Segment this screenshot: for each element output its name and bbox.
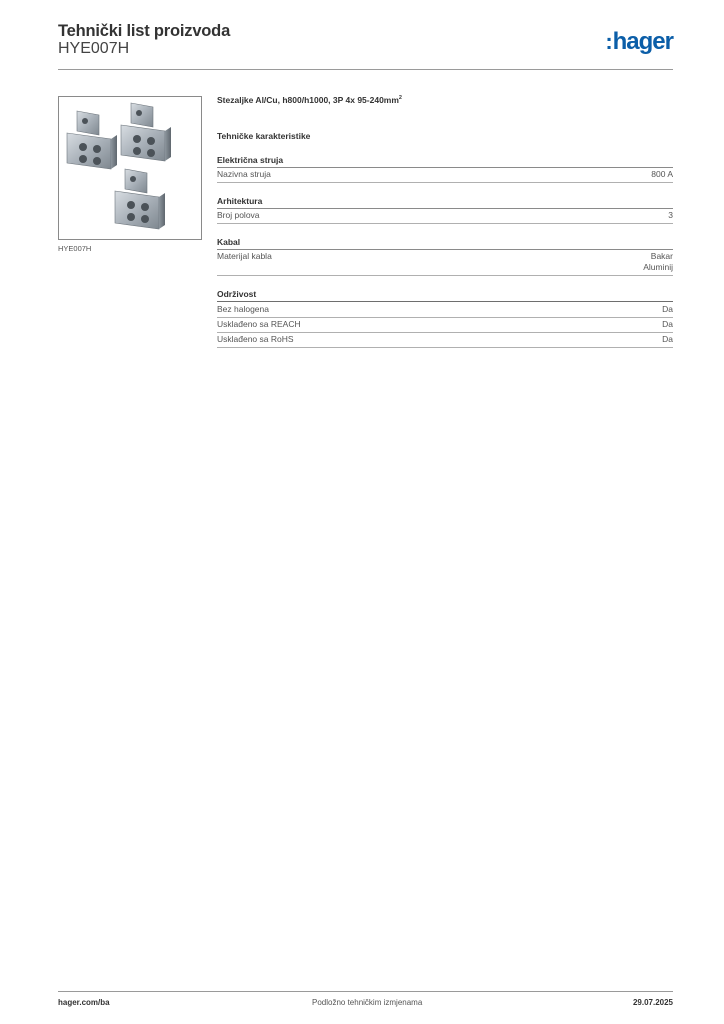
spec-value [668,210,673,221]
spec-value [651,169,673,180]
spec-group-sustainability [217,288,673,348]
product-code: HYE007H [58,40,130,57]
spec-label: Nazivna struja [217,169,271,179]
spec-value [643,251,673,273]
logo-text: hager [612,28,673,55]
group-title: Kabal [217,236,673,250]
spec-label: Bez halogena [217,304,269,314]
spec-value-line: Da [662,304,673,314]
spec-group-architecture [217,195,673,224]
footer-note: Podložno tehničkim izmjenama [312,998,423,1007]
spec-row [217,333,673,348]
spec-row [217,303,673,318]
spec-value [662,319,673,330]
product-description-text: Stezaljke Al/Cu, h800/h1000, 3P 4x 95-240mm [217,95,399,105]
spec-label: Usklađeno sa REACH [217,319,301,329]
spec-row [217,318,673,333]
page-header [58,20,673,70]
footer-date: 29.07.2025 [632,998,673,1007]
spec-group-electrical [217,154,673,183]
terminal-clamps-illustration [59,97,201,239]
spec-label: Usklađeno sa RoHS [217,334,294,344]
spec-row [217,209,673,224]
product-image [58,96,202,240]
spec-label: Materijal kabla [217,251,272,261]
spec-label: Broj polova [217,210,260,220]
spec-row [217,250,673,276]
spec-row [217,168,673,183]
header-divider [58,69,673,70]
group-title: Održivost [217,288,673,302]
spec-value-line: 800 A [651,169,673,179]
spec-group-cable [217,236,673,276]
group-title: Arhitektura [217,195,673,209]
hager-logo: :hager [605,28,673,55]
product-description [217,95,673,107]
product-description-sup: 2 [398,95,402,102]
spec-value-line: Aluminij [643,262,673,272]
group-title: Električna struja [217,154,673,168]
spec-value-line: Bakar [650,251,673,261]
document-title: Tehnički list proizvoda [58,22,231,40]
image-caption: HYE007H [58,244,92,253]
footer-divider [58,991,673,992]
spec-sheet [217,95,673,348]
spec-value-line: Da [662,319,673,329]
spec-value-line: 3 [668,210,673,220]
spec-value [662,334,673,345]
section-heading: Tehničke karakteristike [217,131,311,141]
footer-website-link[interactable]: hager.com/ba [58,998,110,1007]
spec-value-line: Da [662,334,673,344]
spec-value [662,304,673,315]
